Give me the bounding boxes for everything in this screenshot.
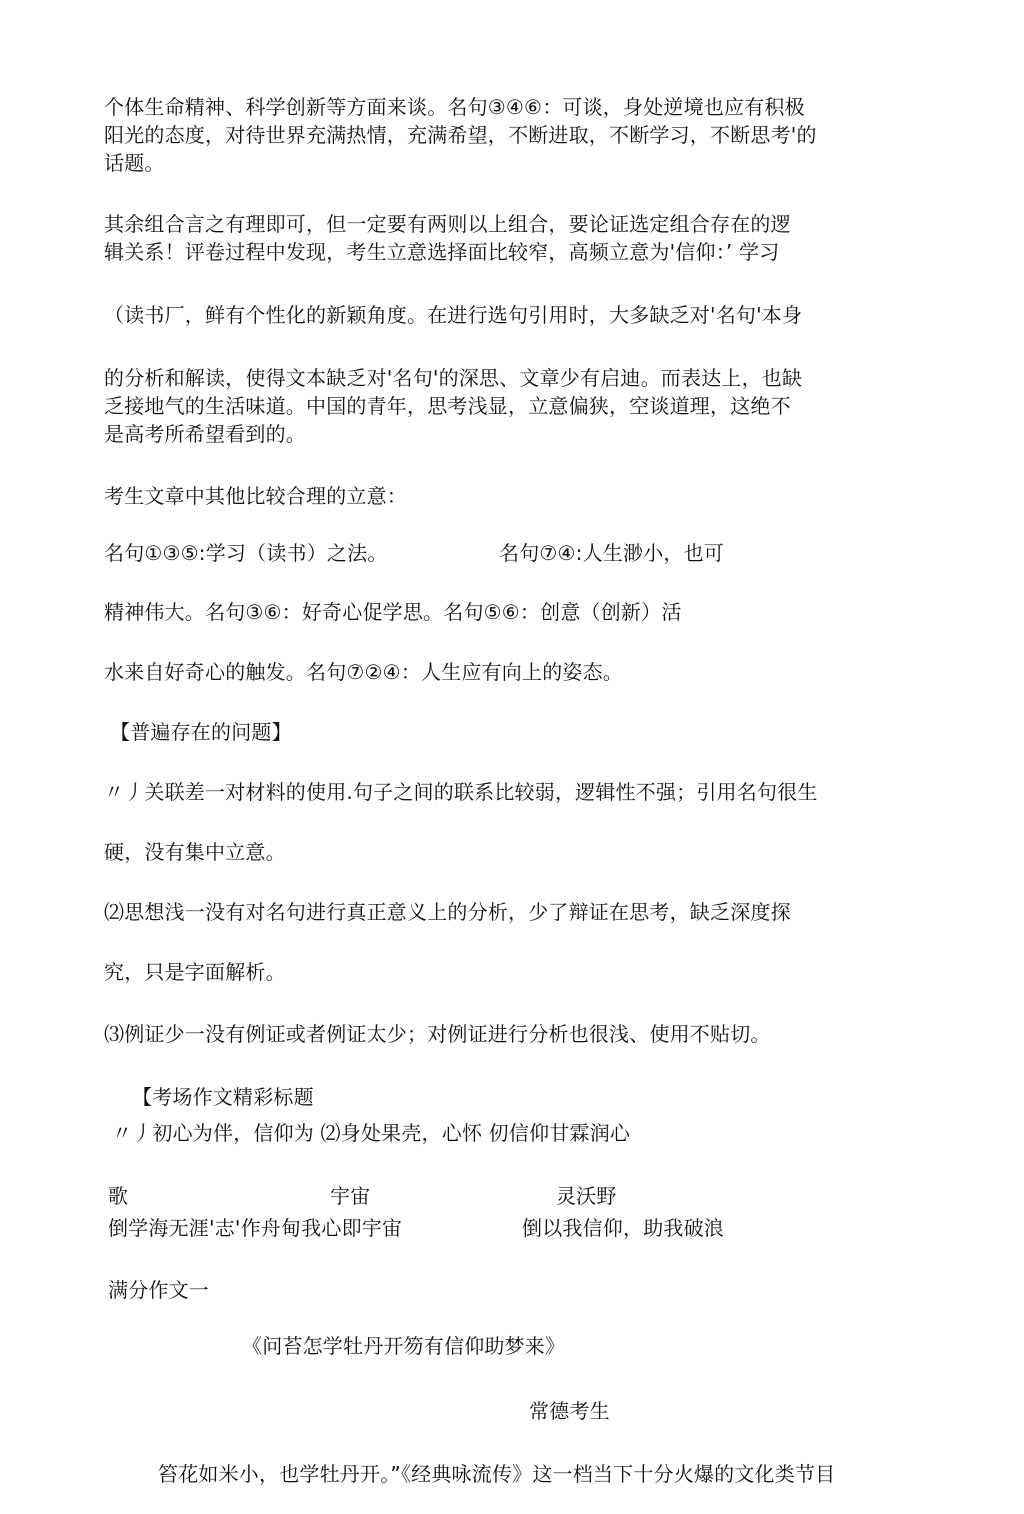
titles-row3a: 倒学海无涯'志'作舟甸我心即宇宙 [108, 1216, 403, 1240]
titles-row2a: 歌 [108, 1184, 129, 1208]
titles-row2c: 灵沃野 [556, 1184, 617, 1208]
essay-label: 满分作文一 [108, 1278, 209, 1302]
paragraph2-line2: 辑关系！评卷过程中发现，考生立意选择面比较窄，高频立意为'信仰：’ 学习 [104, 240, 780, 264]
titles-row3b: 倒以我信仰，助我破浪 [522, 1216, 724, 1240]
titles-row2b: 宇宙 [330, 1184, 371, 1208]
reasonable-line2: 精神伟大。名句③⑥：好奇心促学思。名句⑤⑥：创意（创新）活 [104, 600, 682, 624]
paragraph2-line1: 其余组合言之有理即可，但一定要有两则以上组合，要论证选定组合存在的逻 [104, 212, 791, 236]
paragraph2-line5: 乏接地气的生活味道。中国的青年，思考浅显，立意偏狭，空谈道理，这绝不 [104, 394, 791, 418]
problem1-line2: 硬，没有集中立意。 [104, 840, 286, 864]
reasonable-line3: 水来自好奇心的触发。名句⑦②④：人生应有向上的姿态。 [104, 660, 623, 684]
essay-author: 常德考生 [529, 1399, 610, 1423]
problem1-line1: 〃丿关联差一对材料的使用.句子之间的联系比较弱，逻辑性不强；引用名句很生 [104, 780, 818, 804]
paragraph2-line6: 是高考所希望看到的。 [104, 422, 306, 446]
paragraph1-line2: 阳光的态度，对待世界充满热情，充满希望，不断进取，不断学习，不断思考'的 [104, 123, 817, 147]
paragraph2-line3: （读书厂，鲜有个性化的新颖角度。在进行选句引用时，大多缺乏对'名句'本身 [104, 303, 803, 327]
paragraph1-line3: 话题。 [104, 151, 165, 175]
reasonable-line1a: 名句①③⑤:学习（读书）之法。 [104, 541, 388, 565]
titles-row1: 〃丿初心为伴，信仰为 ⑵身处果壳，心怀 仞信仰甘霖润心 [112, 1121, 631, 1145]
paragraph2-line4: 的分析和解读，使得文本缺乏对'名句'的深思、文章少有启迪。而表达上，也缺 [104, 366, 803, 390]
problems-heading: 【普遍存在的问题】 [110, 720, 292, 744]
reasonable-heading: 考生文章中其他比较合理的立意： [104, 484, 407, 508]
titles-heading: 【考场作文精彩标题 [132, 1085, 314, 1109]
problem2-line2: 究，只是字面解析。 [104, 960, 286, 984]
problem3-line1: ⑶例证少一没有例证或者例证太少；对例证进行分析也很浅、使用不贴切。 [104, 1022, 771, 1046]
reasonable-line1b: 名句⑦④:人生渺小，也可 [499, 541, 724, 565]
problem2-line1: ⑵思想浅一没有对名句进行真正意义上的分析，少了辩证在思考，缺乏深度探 [104, 900, 791, 924]
paragraph1-line1: 个体生命精神、科学创新等方面来谈。名句③④⑥：可谈，身处逆境也应有积极 [104, 95, 805, 119]
essay-first-line: 笞花如米小，也学牡丹开。”《经典咏流传》这一档当下十分火爆的文化类节目 [158, 1462, 836, 1486]
essay-title: 《问苔怎学牡丹开笏有信仰助梦来》 [242, 1334, 566, 1358]
